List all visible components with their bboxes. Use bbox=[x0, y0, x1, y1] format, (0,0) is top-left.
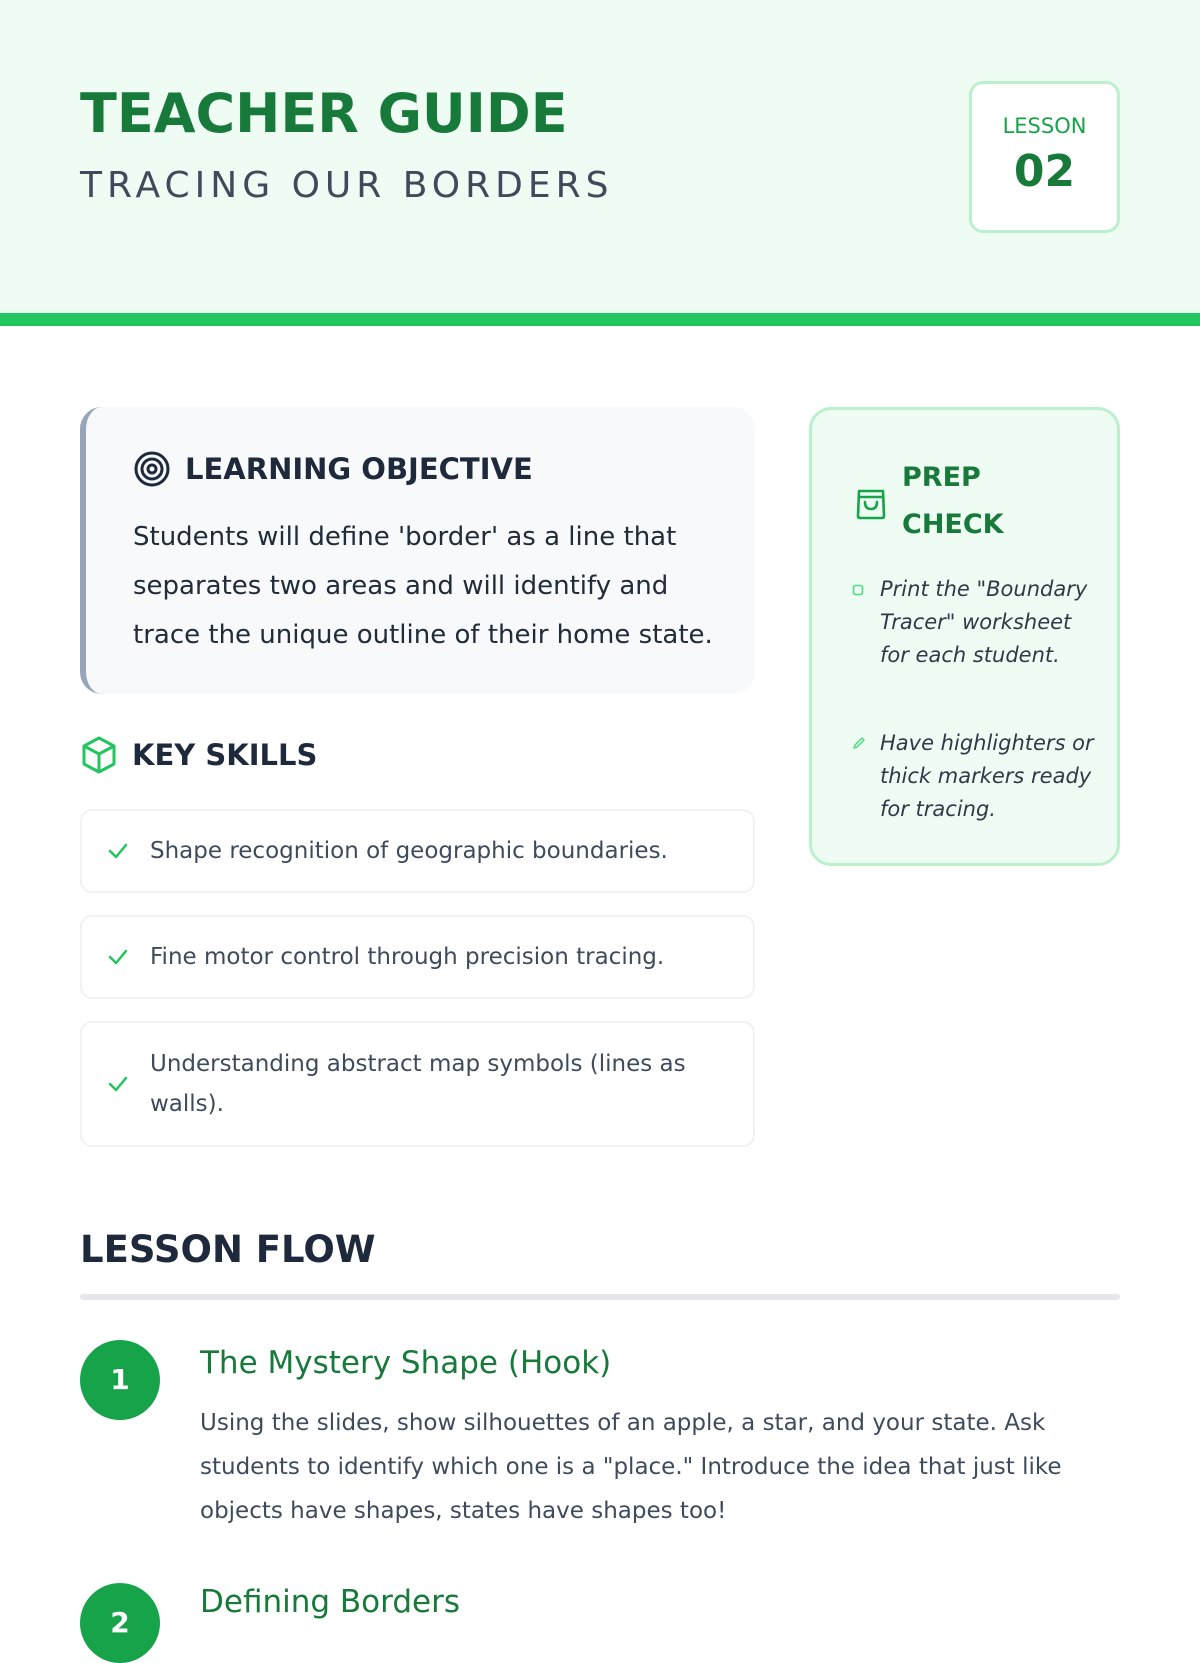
skill-item bbox=[80, 1021, 755, 1147]
lesson-flow-divider bbox=[80, 1294, 1120, 1300]
step-description: Using the slides, show silhouettes of an apple, a star, and your state. Ask students to identify which one is a "place." Introduce the idea that just like objects have shapes, states have shapes too! bbox=[200, 1410, 1062, 1524]
page-subtitle: TRACING OUR BORDERS bbox=[80, 165, 614, 206]
target-icon bbox=[133, 450, 171, 488]
prep-item-text: Have highlighters or thick markers ready for tracing. bbox=[880, 731, 1094, 821]
objective-heading-row bbox=[133, 450, 533, 488]
page-title: TEACHER GUIDE bbox=[80, 82, 568, 145]
skill-text: Fine motor control through precision tracing. bbox=[150, 944, 665, 970]
step-title: Defining Borders bbox=[200, 1584, 460, 1620]
skill-text: Shape recognition of geographic boundaries. bbox=[150, 838, 668, 864]
step-number-badge: 2 bbox=[80, 1583, 160, 1663]
skill-item bbox=[80, 809, 755, 893]
check-icon bbox=[106, 839, 130, 863]
step-number-badge: 1 bbox=[80, 1340, 160, 1420]
learning-objective-card bbox=[80, 407, 755, 694]
prep-check-card bbox=[809, 407, 1120, 866]
pencil-icon bbox=[852, 736, 866, 750]
check-icon bbox=[106, 1072, 130, 1096]
check-icon bbox=[106, 945, 130, 969]
objective-text: Students will define 'border' as a line that separates two areas and will identify and trace the unique outline of their home state. bbox=[133, 522, 713, 650]
prep-heading: PREP CHECK bbox=[902, 462, 1004, 540]
prep-item bbox=[852, 727, 1095, 826]
objective-heading: LEARNING OBJECTIVE bbox=[185, 452, 533, 486]
prep-item bbox=[852, 573, 1095, 672]
step-title: The Mystery Shape (Hook) bbox=[200, 1345, 612, 1381]
skill-text: Understanding abstract map symbols (lines as walls). bbox=[150, 1051, 686, 1117]
lesson-label: LESSON bbox=[1002, 114, 1087, 138]
lesson-number: 02 bbox=[1013, 146, 1076, 197]
key-skills-heading-row bbox=[80, 735, 317, 775]
key-skills-heading: KEY SKILLS bbox=[132, 738, 318, 772]
prep-item-text: Print the "Boundary Tracer" worksheet for each student. bbox=[880, 577, 1088, 667]
cube-icon bbox=[80, 735, 118, 775]
lesson-badge bbox=[969, 81, 1120, 233]
prep-heading-row bbox=[854, 454, 1032, 548]
header-divider bbox=[0, 313, 1200, 326]
lesson-flow-heading: LESSON FLOW bbox=[80, 1228, 376, 1271]
skill-item bbox=[80, 915, 755, 999]
square-icon bbox=[852, 584, 864, 596]
shopping-bag-icon bbox=[854, 482, 888, 520]
header bbox=[0, 0, 1200, 315]
